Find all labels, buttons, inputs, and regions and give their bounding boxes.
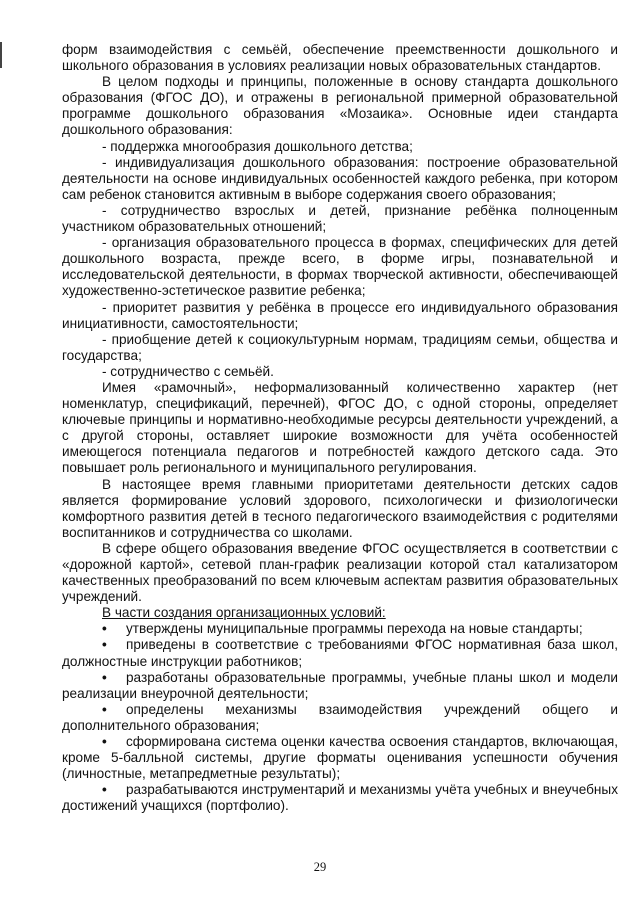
- list-item-text: разработаны образовательные программы, учебные планы школ и модели реализации внеурочной деятельности;: [62, 669, 618, 701]
- paragraph-standard-principles: В целом подходы и принципы, положенные в основу стандарта дошкольного образования (ФГОС ДО), и отражены в региональной примерной образовательной программе дошкольного образования «Мозаика». Основные идеи стандарта дошкольного образования:: [62, 74, 618, 138]
- principle-item: - сотрудничество с семьёй.: [102, 363, 274, 379]
- page-number: 29: [313, 860, 327, 874]
- section-heading: В части создания организационных условий:: [102, 605, 386, 621]
- list-item-text: сформирована система оценки качества освоения стандартов, включающая, кроме 5-балльной системы, другие форматы оценивания успешности обучения (личностные, метапредметные результаты);: [62, 734, 618, 782]
- list-item: [62, 637, 618, 669]
- bullet-icon: •: [102, 782, 107, 798]
- document-page: [62, 42, 618, 815]
- list-item: [62, 734, 618, 782]
- paragraph-framework: Имея «рамочный», неформализованный количественно характер (нет номенклатур, спецификаций, перечней), ФГОС ДО, с одной стороны, определяет ключевые принципы и нормативно-необходимые ресурсы деятельности учреждений, а с другой стороны, оставляет широкие возможности для учёта особенностей имеющегося потенциала педагогов и потребностей каждого детского сада. Это повышает роль регионального и муниципального регулирования.: [62, 379, 618, 476]
- bullet-icon: •: [102, 637, 107, 653]
- paragraph-priorities: В настоящее время главными приоритетами деятельности детских садов является формирование условий здорового, психологически и физиологически комфортного развития детей в тесного педагогического взаимодействия с родителями воспитанников и сотрудничества со школами.: [62, 476, 618, 540]
- list-item: [62, 670, 618, 702]
- paragraph-continuation: форм взаимодействия с семьёй, обеспечение преемственности дошкольного и школьного образования в условиях реализации новых образовательных стандартов.: [62, 42, 618, 74]
- principle-item: - приоритет развития у ребёнка в процессе его индивидуального образования инициативности, самостоятельности;: [62, 299, 618, 331]
- conditions-list: [62, 621, 618, 814]
- list-item: [62, 782, 618, 814]
- list-item-text: утверждены муниципальные программы перехода на новые стандарты;: [126, 621, 583, 637]
- principle-item: - поддержка многообразия дошкольного детства;: [102, 138, 413, 154]
- bullet-icon: •: [102, 701, 107, 717]
- bullet-icon: •: [102, 734, 107, 750]
- list-item-text: приведены в соответствие с требованиями ФГОС нормативная база школ, должностные инструкции работников;: [62, 637, 618, 669]
- principle-item: - сотрудничество взрослых и детей, признание ребёнка полноценным участником образовательных отношений;: [62, 202, 618, 235]
- list-item-text: определены механизмы взаимодействия учреждений общего и дополнительного образования;: [62, 701, 618, 733]
- list-item-text: разрабатываются инструментарий и механизмы учёта учебных и внеучебных достижений учащихся (портфолио).: [62, 782, 618, 814]
- list-item: [62, 702, 618, 734]
- principle-item: - приобщение детей к социокультурным нормам, традициям семьи, общества и государства;: [62, 331, 618, 363]
- list-item: [62, 621, 618, 637]
- scan-edge-mark: [0, 42, 2, 68]
- bullet-icon: •: [102, 669, 107, 685]
- paragraph-general-education: В сфере общего образования введение ФГОС осуществляется в соответствии с «дорожной картой», сетевой план-график реализации которой стал катализатором качественных преобразований по всем ключевым аспектам развития образовательных учреждений.: [62, 540, 618, 605]
- principle-item: - организация образовательного процесса в формах, специфических для детей дошкольного возраста, прежде всего, в форме игры, познавательной и исследовательской деятельности, в формах творческой активности, обеспечивающей художественно-эстетическое развитие ребенка;: [62, 235, 618, 299]
- bullet-icon: •: [102, 621, 107, 637]
- principle-item: - индивидуализация дошкольного образования: построение образовательной деятельности на основе индивидуальных особенностей каждого ребенка, при котором сам ребенок становится активным в выборе содержания своего образования;: [62, 154, 618, 202]
